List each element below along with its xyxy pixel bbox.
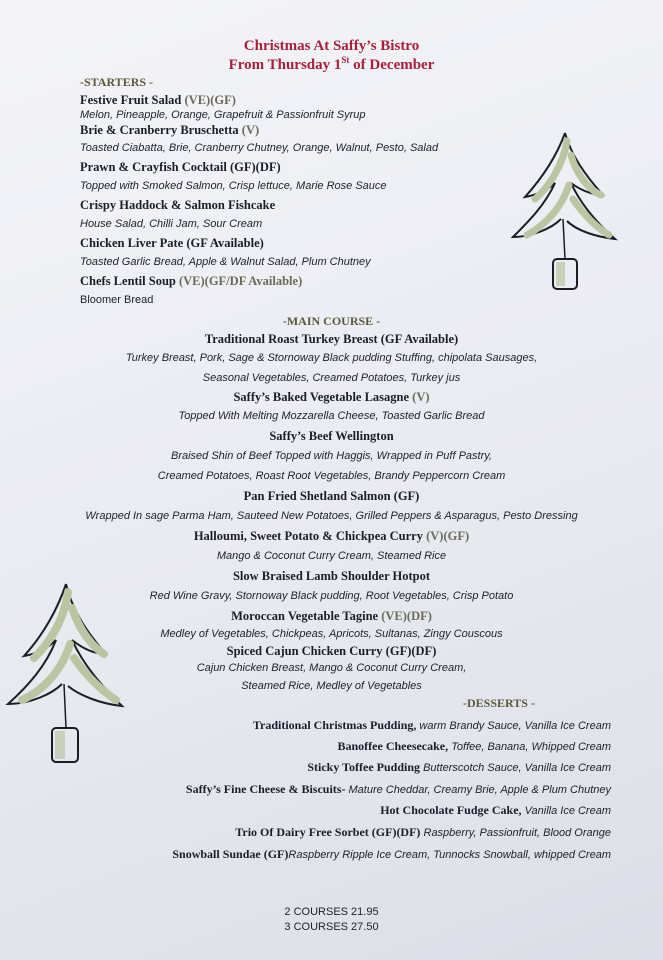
dessert-item: [186, 780, 611, 798]
main-item-name: [0, 390, 663, 405]
desserts-heading: -DESSERTS -: [463, 696, 535, 710]
starter-item-name: [80, 123, 259, 138]
main-name: Saffy’s Baked Vegetable Lasagne: [233, 390, 413, 404]
menu-title-line2: [0, 55, 663, 74]
dessert-item: [380, 801, 611, 819]
dessert-item: [235, 823, 611, 841]
main-description: Topped With Melting Mozzarella Cheese, Toasted Garlic Bread: [178, 410, 485, 422]
starter-name: Chicken Liver Pate (GF Available): [80, 236, 264, 250]
diet-tag: (VE)(GF/DF Available): [178, 274, 303, 288]
main-description: Red Wine Gravy, Stornoway Black pudding, Root Vegetables, Crisp Potato: [149, 590, 514, 602]
main-description: Steamed Rice, Medley of Vegetables: [241, 680, 422, 692]
main-description: Cajun Chicken Breast, Mango & Coconut Curry Cream,: [196, 662, 467, 674]
starter-item-name: [80, 160, 281, 175]
dessert-item: [338, 737, 612, 755]
menu-title-line1: Christmas At Saffy’s Bistro: [243, 38, 420, 54]
dessert-name: Sticky Toffee Pudding: [307, 760, 421, 774]
main-course-heading: -MAIN COURSE -: [282, 314, 381, 328]
main-description: Wrapped In sage Parma Ham, Sauteed New Potatoes, Grilled Peppers & Asparagus, Pesto Dressing: [85, 510, 578, 522]
main-name: Spiced Cajun Chicken Curry (GF)(DF): [226, 644, 437, 658]
starter-description: Toasted Ciabatta, Brie, Cranberry Chutney, Orange, Walnut, Pesto, Salad: [80, 142, 439, 154]
main-item-name: [0, 429, 663, 444]
starter-name: Crispy Haddock & Salmon Fishcake: [80, 198, 276, 212]
christmas-tree-icon: [505, 125, 623, 297]
main-name: Saffy’s Beef Wellington: [269, 429, 394, 443]
starter-item-name: [80, 93, 236, 108]
starter-name: Brie & Cranberry Bruschetta: [80, 123, 242, 137]
dessert-description: Vanilla Ice Cream: [521, 805, 611, 817]
main-item-name: [0, 489, 663, 504]
main-name: Traditional Roast Turkey Breast (GF Available): [204, 332, 459, 346]
diet-tag: (V): [241, 123, 260, 137]
title-month-text: of December: [349, 57, 435, 73]
title-date-text: From Thursday 1: [228, 57, 342, 73]
diet-tag: (V): [412, 390, 430, 404]
main-name: Pan Fried Shetland Salmon (GF): [243, 489, 420, 503]
starter-description: Bloomer Bread: [80, 294, 154, 306]
starter-item-name: [80, 236, 264, 251]
dessert-name: Snowball Sundae (GF): [172, 847, 289, 861]
dessert-description: Butterscotch Sauce, Vanilla Ice Cream: [420, 762, 611, 774]
main-name: Moroccan Vegetable Tagine: [231, 609, 382, 623]
dessert-name: Traditional Christmas Pudding,: [252, 718, 417, 732]
starter-description: House Salad, Chilli Jam, Sour Cream: [80, 218, 263, 230]
dessert-description: Mature Cheddar, Creamy Brie, Apple & Plum Chutney: [345, 784, 611, 796]
diet-tag: (V)(GF): [426, 529, 470, 543]
dessert-name: Banoffee Cheesecake,: [337, 739, 449, 753]
main-item-name: [0, 332, 663, 347]
dessert-description: warm Brandy Sauce, Vanilla Ice Cream: [416, 720, 611, 732]
starter-name: Prawn & Crayfish Cocktail (GF)(DF): [80, 160, 281, 174]
main-description: Mango & Coconut Curry Cream, Steamed Rice: [216, 550, 447, 562]
starter-name: Festive Fruit Salad: [80, 93, 185, 107]
main-description: Seasonal Vegetables, Creamed Potatoes, Turkey jus: [202, 372, 461, 384]
main-description: Turkey Breast, Pork, Sage & Stornoway Black pudding Stuffing, chipolata Sausages,: [125, 352, 538, 364]
christmas-tree-icon: [2, 578, 130, 770]
main-description: Creamed Potatoes, Roast Root Vegetables, Brandy Peppercorn Cream: [157, 470, 506, 482]
starter-description: Toasted Garlic Bread, Apple & Walnut Salad, Plum Chutney: [80, 256, 371, 268]
dessert-name: Hot Chocolate Fudge Cake,: [380, 803, 522, 817]
dessert-name: Saffy’s Fine Cheese & Biscuits-: [185, 782, 346, 796]
diet-tag: (VE)(DF): [381, 609, 432, 623]
dessert-item: [172, 845, 611, 863]
starter-item-name: [80, 198, 275, 213]
dessert-description: Toffee, Banana, Whipped Cream: [448, 741, 611, 753]
starter-description: Melon, Pineapple, Orange, Grapefruit & Passionfruit Syrup: [80, 109, 366, 121]
dessert-name: Trio Of Dairy Free Sorbet (GF)(DF): [235, 825, 421, 839]
starter-name: Chefs Lentil Soup: [80, 274, 179, 288]
dessert-item: [253, 716, 611, 734]
title-date-suffix: St: [341, 55, 350, 65]
starters-heading: -STARTERS -: [80, 75, 154, 89]
starter-description: Topped with Smoked Salmon, Crisp lettuce, Marie Rose Sauce: [80, 180, 387, 192]
main-description: Braised Shin of Beef Topped with Haggis, Wrapped in Puff Pastry,: [170, 450, 492, 462]
dessert-description: Raspberry Ripple Ice Cream, Tunnocks Snowball, whipped Cream: [288, 849, 611, 861]
starter-item-name: [80, 274, 302, 289]
price-two-courses: 2 COURSES 21.95: [284, 906, 379, 918]
dessert-description: Raspberry, Passionfruit, Blood Orange: [420, 827, 611, 839]
main-name: Halloumi, Sweet Potato & Chickpea Curry: [193, 529, 427, 543]
price-three-courses: 3 COURSES 27.50: [284, 921, 379, 933]
diet-tag: (VE)(GF): [184, 93, 236, 107]
main-name: Slow Braised Lamb Shoulder Hotpot: [232, 569, 431, 583]
dessert-item: [307, 758, 611, 776]
main-item-name: [0, 529, 663, 544]
main-description: Medley of Vegetables, Chickpeas, Apricots, Sultanas, Zingy Couscous: [160, 628, 503, 640]
